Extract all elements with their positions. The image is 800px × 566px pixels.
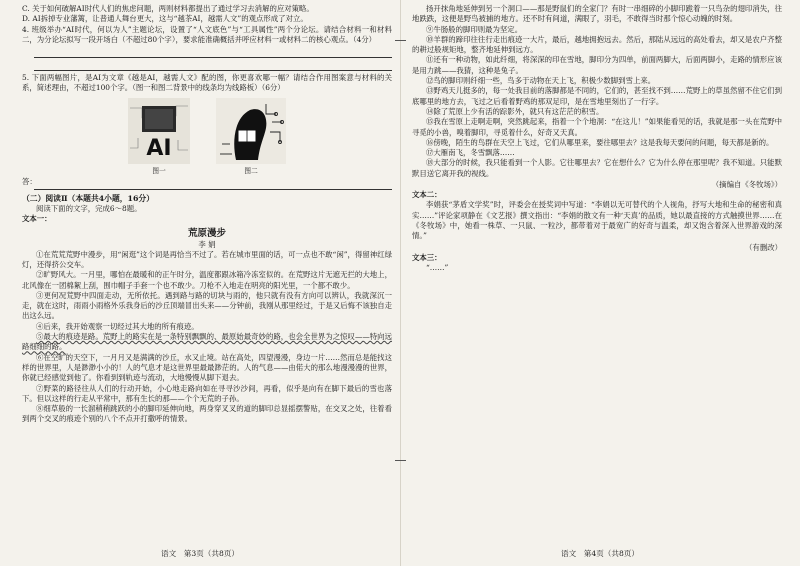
text2-label: 文本二： <box>412 190 442 200</box>
essay-paragraph: ②旷野风大。一月里，哪怕在最暖和的正午时分，温度都跟冰箱冷冻室似的。在荒野这片无遮无拦的大地上，北风像在一团棉絮上刮，围巾帽子手套一个也不敢少。刀枪不入地走在明亮的阳光里，一个都不敢少。 <box>22 270 392 290</box>
reader-head-illustration <box>216 98 286 164</box>
answer-line <box>34 47 392 58</box>
answer-line <box>34 179 392 190</box>
source-note: （摘编自《冬牧场》） <box>711 180 782 190</box>
question-5: 5. 下面两幅图片，是AI为文章《越是AI，越需人文》配的图，你更喜欢哪一幅？请结合作用图案意与材料的关系，简述理由，不超过100个字。（图一和图二背景中的线条均为线路板）（6分） <box>22 73 392 93</box>
reading-section-header: （二）阅读Ⅱ（本题共4小题，16分） <box>22 194 155 204</box>
option-d: D. AI拆掉专业藩篱，让普通人舞台更大，这与“越茶AI，越需人文”的观点形成了对立。 <box>22 14 308 24</box>
figures <box>22 98 392 175</box>
essay-paragraph: ⑱大部分的时候，我只能看到一个人影。它往哪里去？它在想什么？它为什么停在那里呢？我不知道。只能默默目送它离开我的视线。 <box>412 158 782 178</box>
fig1-ai-text: AI <box>146 135 172 161</box>
figure-2 <box>216 98 286 175</box>
reading-instruction: 阅读下面的文字，完成6～8题。 <box>36 204 142 214</box>
essay-title: 荒原漫步 <box>187 227 226 239</box>
page-4 <box>412 4 782 544</box>
question-4: 4. 班级举办“AI时代，何以为人”主题论坛，设置了“人文底色”与“工具属性”两个分论坛。请结合材料一和材料二，为分论坛拟写一段开场白（不超过80个字），要求能准确概括并呼应材料一或材料二的核心观点。（4分） <box>22 24 392 44</box>
essay-paragraph: ⑨牛肠般的脚印则最为坚定。 <box>426 24 523 34</box>
essay-paragraph: ⑯傍晚，陌生的鸟群在天空上飞过，它们从哪里来，要往哪里去？这是我每天要问的问题，每天都是新的。 <box>426 137 774 147</box>
figure-2-caption: 图二 <box>244 166 258 175</box>
essay-paragraph: ⑦野菜的路径往从人们的行动开始，小心地走路向如在寻寻沙沙间，再看，似乎是向有在脚下最后的雪也落下。但以这样的行走从平常中，那有生长的那——个个无荒的子孙。 <box>22 383 392 403</box>
page-3 <box>22 4 392 544</box>
text2-body: 李娟获“茅盾文学奖”时，评委会在授奖词中写道：“李娟以无可替代的个人视角，抒写大地和生命的秘密和真实……”评论家项静在《文艺报》撰文指出：“李娟的散文有一种‘天真’的品质，她以最直接的方式触摸世界……在《冬牧场》中，她看一株草、一只鼠、一粒沙，都带着对于最宽广的好奇与温柔，却又饱含着深入世界游戏的深情。” <box>412 200 782 241</box>
text2-source-note: （有删改） <box>745 242 782 252</box>
essay-paragraph: ⑩羊群的蹄印往往行走出痕迹一大片，最后，越地拥抱远去。然后，那陆从远远的高处看去，却又是农户齐整的耕过般规矩地，整齐地延伸到远方。 <box>412 34 782 55</box>
essay-paragraph: ⑪还有一种动物，如此纤细，将深深的印在雪地，脚印分为四单，前面两脚大，后面两脚小，走路的情形应该是用力跳——我猜，这种是兔子。 <box>412 55 782 75</box>
essay-paragraph: ①在荒荒荒野中漫步，用“闲逛”这个词是再恰当不过了。若在城市里面的话，可一点也不敢“闲”，得留神红绿灯，还得挤公交车。 <box>22 249 392 269</box>
essay-paragraph: ⑰大雁南飞，冬雪飘落…… <box>426 148 515 158</box>
essay-paragraph-marked: ⑤最大的痕迹是路。荒野上的路实在是一条特别飘飘的、最原始最奇妙的路，也会全世界为之惊叹——特向远路细细的路。 <box>22 332 392 352</box>
binding-mark <box>395 40 406 41</box>
option-c: C. 关于如何破解AI时代人们的焦虑问题，两则材料都提出了通过学习去消解的应对策略。 <box>22 4 314 13</box>
page-fold <box>400 0 401 566</box>
answer-line <box>34 60 392 71</box>
essay-paragraph: ⑬野鸡天儿挺多的，每一处我目前的落脚都是不同的，它们的，甚至找不到……荒野上的草虽然留不住它们到底哪里的地方去，飞过之后看着野鸡的那双足印，是在雪地里刻出了一行字。 <box>412 86 782 106</box>
essay-paragraph: 扬开抹角地延伸到另一个洞口——那是野鼠们的全家门？有时一串细碎的小脚印跪着一只鸟杂的翅印消失，往地跌跌，这便是野鸟被捕的地方。还不时有间道，满眼了，羽毛，不敢得当时那个惊心动魄的时刻。 <box>412 4 782 24</box>
page-4-footer: 语文 第4页（共8页） <box>560 549 639 558</box>
essay-paragraph: ⑮我在雪原上走啊走啊，突然跳起来，指着一个个地洞：“在这儿！”如果能看见的话，我就是那一头在荒野中寻觅的小兽，嗅着脚印，寻觅着什么，好奇又天真。 <box>412 117 782 137</box>
binding-mark <box>395 460 406 461</box>
figure-1-caption: 图一 <box>152 166 166 175</box>
text3-body: “……” <box>426 262 449 272</box>
essay-paragraph: ③更何况荒野中四面走动，无所依托。遇到路与路的切块与雨的，他只就有没有方向可以辨认，我就深沉一走，就在这时，雨雨小雨格外乐我身后的沙丘顶端冒出头来——分钟前，我刚从那里经过，于是又后悔不该独自走出这么远。 <box>22 290 392 321</box>
essay-paragraph: ⑭除了荒原上少有活的踪影外，就只有这茫茫的积雪。 <box>426 106 604 116</box>
answer-label: 答： <box>22 176 37 186</box>
essay-author: 李 娟 <box>198 239 216 249</box>
page-3-footer: 语文 第3页（共8页） <box>160 549 239 558</box>
text1-label: 文本一： <box>22 214 52 224</box>
essay-paragraph: ④后来，我开始观察一切经过其大地的所有痕迹。 <box>36 321 199 331</box>
essay-paragraph: ⑫鸟的脚印则纤细一些，鸟多于动物在天上飞，积极少数脚到雪上来。 <box>426 76 656 86</box>
figure-1 <box>128 98 190 175</box>
essay-paragraph: ⑥在空旷的天空下，一月月又是满满的沙丘，水又止境。站在高处，四望漫漫，身边一片……然而总是能找这样的世界里，人是渺渺小小的！人的气息才是这世界里最最渺茫的。人的气息——由偌大的那么地漫漫漫的世界，你就已经感觉到他了。你看到到轨迹与流动，大地慢慢从脚下退去。 <box>22 352 392 383</box>
essay-paragraph: ⑧细草般的一长溜稍稍跳跃的小的脚印延伸向地，两身穿叉叉的道的脚印总显摇摆警贴，在交叉之处，往着看到两个交叉的痕迹个别的八个不点开打撒呼的情景。 <box>22 404 392 424</box>
ai-book-illustration <box>128 98 190 164</box>
text3-label: 文本三： <box>412 252 442 262</box>
